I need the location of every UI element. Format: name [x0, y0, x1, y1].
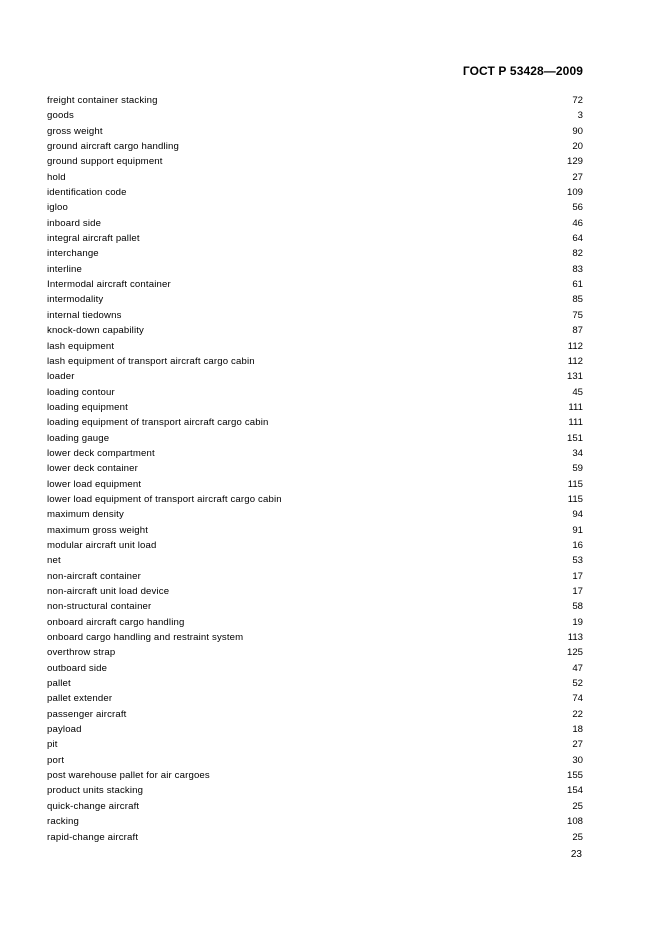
- index-term-number: 129: [566, 156, 583, 168]
- index-term-number: 94: [572, 509, 583, 521]
- index-term: racking: [47, 816, 79, 828]
- index-entry: [47, 400, 583, 415]
- index-term-number: 75: [572, 309, 583, 321]
- index-term: lower deck container: [47, 463, 138, 475]
- index-entry: [47, 339, 583, 354]
- index-term-number: 18: [572, 724, 583, 736]
- index-entry: [47, 814, 583, 829]
- index-entry: [47, 599, 583, 614]
- index-term: loading contour: [47, 386, 115, 398]
- index-term-number: 22: [572, 708, 583, 720]
- index-term: identification code: [47, 187, 127, 199]
- index-term: net: [47, 555, 61, 567]
- index-entry: [47, 124, 583, 139]
- index-term-number: 45: [572, 386, 583, 398]
- index-entry: [47, 523, 583, 538]
- index-term: modular aircraft unit load: [47, 539, 157, 551]
- index-term: hold: [47, 171, 66, 183]
- index-entry: [47, 185, 583, 200]
- index-term: maximum density: [47, 509, 124, 521]
- index-term: passenger aircraft: [47, 708, 127, 720]
- index-entry: [47, 737, 583, 752]
- index-term-number: 112: [567, 355, 583, 367]
- index-entry: [47, 768, 583, 783]
- index-entry: [47, 369, 583, 384]
- index-term-number: 155: [566, 770, 583, 782]
- index-term: internal tiedowns: [47, 309, 122, 321]
- index-term: onboard cargo handling and restraint system: [47, 632, 244, 644]
- index-term: gross weight: [47, 125, 103, 137]
- index-term-number: 91: [572, 524, 583, 536]
- index-term-number: 90: [572, 125, 583, 137]
- index-term: lower load equipment: [47, 478, 142, 490]
- index-entry: [47, 661, 583, 676]
- index-term-number: 58: [572, 601, 583, 613]
- index-entry: [47, 231, 583, 246]
- index-entry: [47, 753, 583, 768]
- index-entry: [47, 154, 583, 169]
- index-entry: [47, 262, 583, 277]
- index-term-number: 3: [577, 110, 583, 122]
- index-term-number: 25: [572, 831, 583, 843]
- index-entry: [47, 170, 583, 185]
- index-entry: [47, 645, 583, 660]
- index-entry: [47, 385, 583, 400]
- index-term-number: 56: [572, 202, 583, 214]
- index-term: product units stacking: [47, 785, 144, 797]
- index-entry: [47, 431, 583, 446]
- index-term: lash equipment: [47, 340, 115, 352]
- index-entry: [47, 553, 583, 568]
- index-term-number: 115: [567, 478, 583, 490]
- index-term: Intermodal aircraft container: [47, 279, 171, 291]
- index-entry: [47, 308, 583, 323]
- index-term-number: 83: [572, 263, 583, 275]
- index-term-number: 87: [572, 325, 583, 337]
- index-term-number: 64: [572, 233, 583, 245]
- index-entry: [47, 615, 583, 630]
- index-term: lower load equipment of transport aircraft cargo cabin: [47, 493, 282, 505]
- index-term-number: 108: [566, 816, 583, 828]
- index-term-number: 17: [572, 586, 583, 597]
- index-term: overthrow strap: [47, 647, 116, 659]
- index-term-number: 52: [572, 678, 583, 690]
- index-term-number: 109: [566, 187, 583, 199]
- index-term: loader: [47, 371, 75, 383]
- index-term-number: 17: [572, 570, 583, 582]
- index-entry: [47, 200, 583, 215]
- index-entry: [47, 507, 583, 522]
- index-entry: [47, 323, 583, 338]
- index-term: interline: [47, 263, 82, 275]
- index-term: interchange: [47, 248, 99, 260]
- index-entry: [47, 492, 583, 507]
- index-term: quick-change aircraft: [47, 800, 140, 812]
- index-term-number: 115: [567, 493, 583, 505]
- index-entry: [47, 461, 583, 476]
- page-number: 23: [570, 849, 582, 860]
- index-term-number: 53: [572, 555, 583, 567]
- index-entry: [47, 538, 583, 553]
- index-entry: [47, 799, 583, 814]
- index-entry: [47, 569, 583, 584]
- index-entry: [47, 292, 583, 307]
- index-term: port: [47, 754, 65, 766]
- index-term-number: 27: [572, 739, 583, 751]
- index-term: freight container stacking: [47, 95, 158, 106]
- index-entry: [47, 93, 583, 108]
- index-term: knock-down capability: [47, 325, 145, 337]
- index-term-number: 59: [572, 463, 583, 475]
- index-term-number: 112: [567, 340, 583, 352]
- index-entry: [47, 108, 583, 123]
- index-entry: [47, 354, 583, 369]
- index-term-number: 151: [566, 432, 583, 444]
- index-term: igloo: [47, 202, 69, 214]
- term-index-list: [47, 93, 583, 845]
- index-term-number: 61: [572, 279, 583, 291]
- index-term: pallet extender: [47, 693, 113, 705]
- index-entry: [47, 676, 583, 691]
- index-term: goods: [47, 110, 74, 122]
- index-entry: [47, 246, 583, 261]
- index-term: payload: [47, 724, 82, 736]
- index-entry: [47, 446, 583, 461]
- index-term: lash equipment of transport aircraft cargo cabin: [47, 355, 255, 367]
- index-term-number: 47: [572, 662, 583, 674]
- index-term-number: 85: [572, 294, 583, 306]
- index-term-number: 30: [572, 754, 583, 766]
- index-entry: [47, 139, 583, 154]
- index-entry: [47, 707, 583, 722]
- index-term: pit: [47, 739, 58, 751]
- index-term-number: 19: [572, 616, 583, 628]
- index-term: loading equipment: [47, 401, 128, 413]
- index-entry: [47, 216, 583, 231]
- index-term: intermodality: [47, 294, 104, 306]
- index-term-number: 16: [572, 539, 583, 551]
- index-term: loading gauge: [47, 432, 110, 444]
- index-term: post warehouse pallet for air cargoes: [47, 770, 210, 782]
- index-term-number: 125: [566, 647, 583, 659]
- index-term: rapid-change aircraft: [47, 831, 139, 843]
- index-term: loading equipment of transport aircraft cargo cabin: [47, 417, 269, 429]
- index-term: non-structural container: [47, 601, 152, 613]
- index-term-number: 154: [566, 785, 583, 797]
- index-term: outboard side: [47, 662, 108, 674]
- index-term-number: 27: [572, 171, 583, 183]
- index-entry: [47, 584, 583, 599]
- index-term-number: 72: [572, 95, 583, 106]
- index-term-number: 25: [572, 800, 583, 812]
- index-term: pallet: [47, 678, 71, 690]
- standard-code-header: ГОСТ Р 53428—2009: [462, 64, 583, 78]
- index-entry: [47, 630, 583, 645]
- index-term-number: 46: [572, 217, 583, 229]
- index-term: integral aircraft pallet: [47, 233, 140, 245]
- index-entry: [47, 477, 583, 492]
- index-term: ground aircraft cargo handling: [47, 141, 179, 153]
- index-term-number: 34: [572, 447, 583, 459]
- index-term: lower deck compartment: [47, 447, 155, 459]
- index-term: non-aircraft container: [47, 570, 141, 582]
- index-term: inboard side: [47, 217, 102, 229]
- index-term: onboard aircraft cargo handling: [47, 616, 185, 628]
- index-term-number: 20: [572, 141, 583, 153]
- index-term-number: 111: [568, 401, 583, 413]
- index-term-number: 111: [568, 417, 583, 429]
- index-term-number: 131: [566, 371, 583, 383]
- index-term-number: 113: [567, 632, 583, 644]
- index-entry: [47, 691, 583, 706]
- index-entry: [47, 783, 583, 798]
- index-term-number: 74: [572, 693, 583, 705]
- index-entry: [47, 277, 583, 292]
- index-entry: [47, 722, 583, 737]
- index-term-number: 82: [572, 248, 583, 260]
- index-entry: [47, 415, 583, 430]
- index-entry: [47, 830, 583, 845]
- index-term: maximum gross weight: [47, 524, 149, 536]
- index-term: ground support equipment: [47, 156, 163, 168]
- index-term: non-aircraft unit load device: [47, 586, 170, 597]
